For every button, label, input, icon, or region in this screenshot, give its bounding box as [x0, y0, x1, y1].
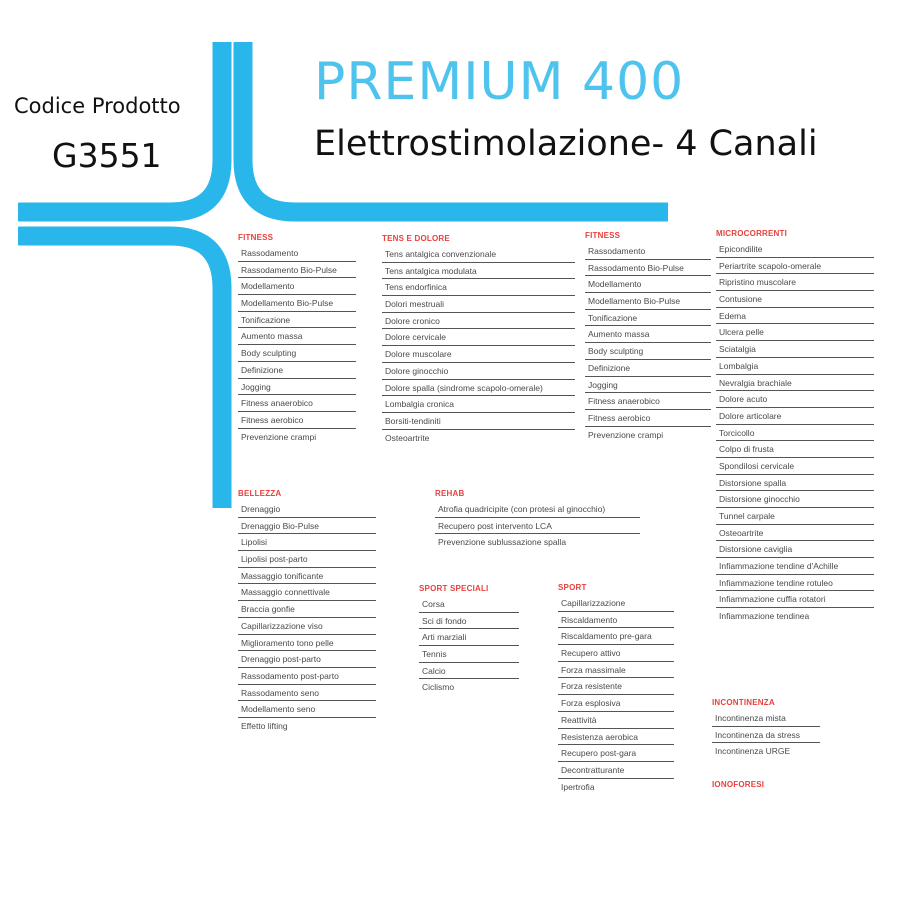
list-item: Aumento massa [238, 328, 356, 345]
list-item: Torcicollo [716, 425, 874, 442]
list-item: Osteoartrite [716, 525, 874, 542]
list-item: Lipolisi post-parto [238, 551, 376, 568]
list-item: Recupero attivo [558, 645, 674, 662]
list-item: Riscaldamento pre-gara [558, 628, 674, 645]
list-item: Resistenza aerobica [558, 729, 674, 746]
category-title: TENS E DOLORE [382, 234, 450, 243]
category-title: SPORT SPECIALI [419, 584, 489, 593]
list-item: Massaggio tonificante [238, 568, 376, 585]
list-item: Prevenzione sublussazione spalla [438, 537, 567, 548]
list-item: Tens antalgica convenzionale [382, 246, 575, 263]
list-item: Rassodamento [585, 243, 711, 260]
list-item: Infiammazione tendine rotuleo [716, 575, 874, 592]
list-item: Ipertrofia [561, 781, 595, 792]
list-item: Edema [716, 308, 874, 325]
list-item: Lombalgia [716, 358, 874, 375]
list-item: Fitness aerobico [238, 412, 356, 429]
list-item: Body sculpting [238, 345, 356, 362]
list-item: Borsiti-tendiniti [382, 413, 575, 430]
category-incontinenza [712, 695, 820, 760]
list-item: Effetto lifting [241, 720, 288, 731]
list-item: Tens endorfinica [382, 279, 575, 296]
list-item: Tens antalgica modulata [382, 263, 575, 280]
list-item: Rassodamento Bio-Pulse [585, 260, 711, 277]
list-item: Riscaldamento [558, 612, 674, 629]
list-item: Miglioramento tono pelle [238, 635, 376, 652]
list-item: Massaggio connettivale [238, 584, 376, 601]
list-item: Capillarizzazione viso [238, 618, 376, 635]
list-item: Distorsione ginocchio [716, 491, 874, 508]
category-sport-speciali [419, 581, 519, 696]
list-item: Aumento massa [585, 326, 711, 343]
category-ionoforesi [712, 777, 812, 792]
list-item: Definizione [238, 362, 356, 379]
list-item: Calcio [419, 663, 519, 680]
list-item: Rassodamento Bio-Pulse [238, 262, 356, 279]
category-title: MICROCORRENTI [716, 229, 788, 238]
category-title: INCONTINENZA [712, 698, 775, 707]
category-sport [558, 580, 674, 795]
list-item: Drenaggio [238, 501, 376, 518]
list-item: Reattività [558, 712, 674, 729]
list-item: Tennis [419, 646, 519, 663]
list-item: Infiammazione tendine d'Achille [716, 558, 874, 575]
list-item: Jogging [238, 379, 356, 396]
list-item: Contusione [716, 291, 874, 308]
list-item: Tunnel carpale [716, 508, 874, 525]
category-title: SPORT [558, 583, 587, 592]
list-item: Dolore cervicale [382, 329, 575, 346]
list-item: Rassodamento seno [238, 685, 376, 702]
list-item: Modellamento Bio-Pulse [585, 293, 711, 310]
list-item: Distorsione caviglia [716, 541, 874, 558]
product-title: PREMIUM 400 [314, 52, 685, 112]
list-item: Dolore spalla (sindrome scapolo-omerale) [382, 380, 575, 397]
category-title: BELLEZZA [238, 489, 282, 498]
list-item: Atrofia quadricipite (con protesi al ginocchio) [435, 501, 640, 518]
list-item: Ciclismo [422, 682, 455, 693]
list-item: Ulcera pelle [716, 324, 874, 341]
list-item: Infiammazione cuffia rotatori [716, 591, 874, 608]
list-item: Fitness aerobico [585, 410, 711, 427]
list-item: Spondilosi cervicale [716, 458, 874, 475]
list-item: Drenaggio post-parto [238, 651, 376, 668]
list-item: Tonificazione [238, 312, 356, 329]
category-title: FITNESS [585, 231, 621, 240]
list-item: Tonificazione [585, 310, 711, 327]
list-item: Rassodamento post-parto [238, 668, 376, 685]
product-subtitle: Elettrostimolazione- 4 Canali [314, 124, 818, 164]
list-item: Capillarizzazione [558, 595, 674, 612]
list-item: Rassodamento [238, 245, 356, 262]
list-item: Distorsione spalla [716, 475, 874, 492]
list-item: Modellamento [238, 278, 356, 295]
list-item: Modellamento seno [238, 701, 376, 718]
list-item: Modellamento Bio-Pulse [238, 295, 356, 312]
list-item: Sciatalgia [716, 341, 874, 358]
list-item: Incontinenza da stress [712, 727, 820, 744]
category-tens-e-dolore [382, 231, 575, 446]
list-item: Colpo di frusta [716, 441, 874, 458]
list-item: Prevenzione crampi [588, 429, 664, 440]
list-item: Forza resistente [558, 678, 674, 695]
category-fitness-1 [238, 230, 356, 445]
list-item: Body sculpting [585, 343, 711, 360]
list-item: Dolori mestruali [382, 296, 575, 313]
list-item: Prevenzione crampi [241, 431, 317, 442]
list-item: Dolore ginocchio [382, 363, 575, 380]
category-bellezza [238, 486, 376, 735]
list-item: Recupero post-gara [558, 745, 674, 762]
list-item: Nevralgia brachiale [716, 375, 874, 392]
list-item: Recupero post intervento LCA [435, 518, 640, 535]
list-item: Arti marziali [419, 629, 519, 646]
list-item: Jogging [585, 377, 711, 394]
list-item: Lipolisi [238, 534, 376, 551]
category-title: FITNESS [238, 233, 274, 242]
list-item: Dolore muscolare [382, 346, 575, 363]
category-rehab [435, 486, 640, 551]
list-item: Fitness anaerobico [238, 395, 356, 412]
list-item: Drenaggio Bio-Pulse [238, 518, 376, 535]
list-item: Fitness anaerobico [585, 393, 711, 410]
list-item: Osteoartrite [385, 432, 430, 443]
list-item: Corsa [419, 596, 519, 613]
list-item: Dolore acuto [716, 391, 874, 408]
list-item: Forza massimale [558, 662, 674, 679]
list-item: Incontinenza URGE [715, 746, 791, 757]
category-fitness-2 [585, 228, 711, 443]
list-item: Ripristino muscolare [716, 274, 874, 291]
list-item: Epicondilite [716, 241, 874, 258]
list-item: Dolore articolare [716, 408, 874, 425]
category-title: REHAB [435, 489, 465, 498]
category-title: IONOFORESI [712, 780, 765, 789]
list-item: Definizione [585, 360, 711, 377]
list-item: Decontratturante [558, 762, 674, 779]
list-item: Infiammazione tendinea [719, 611, 810, 622]
product-code: G3551 [52, 136, 162, 175]
list-item: Forza esplosiva [558, 695, 674, 712]
list-item: Dolore cronico [382, 313, 575, 330]
list-item: Lombalgia cronica [382, 396, 575, 413]
list-item: Sci di fondo [419, 613, 519, 630]
list-item: Incontinenza mista [712, 710, 820, 727]
list-item: Modellamento [585, 276, 711, 293]
product-code-label: Codice Prodotto [14, 94, 181, 118]
list-item: Braccia gonfie [238, 601, 376, 618]
category-microcorrenti [716, 226, 874, 625]
list-item: Periartrite scapolo-omerale [716, 258, 874, 275]
